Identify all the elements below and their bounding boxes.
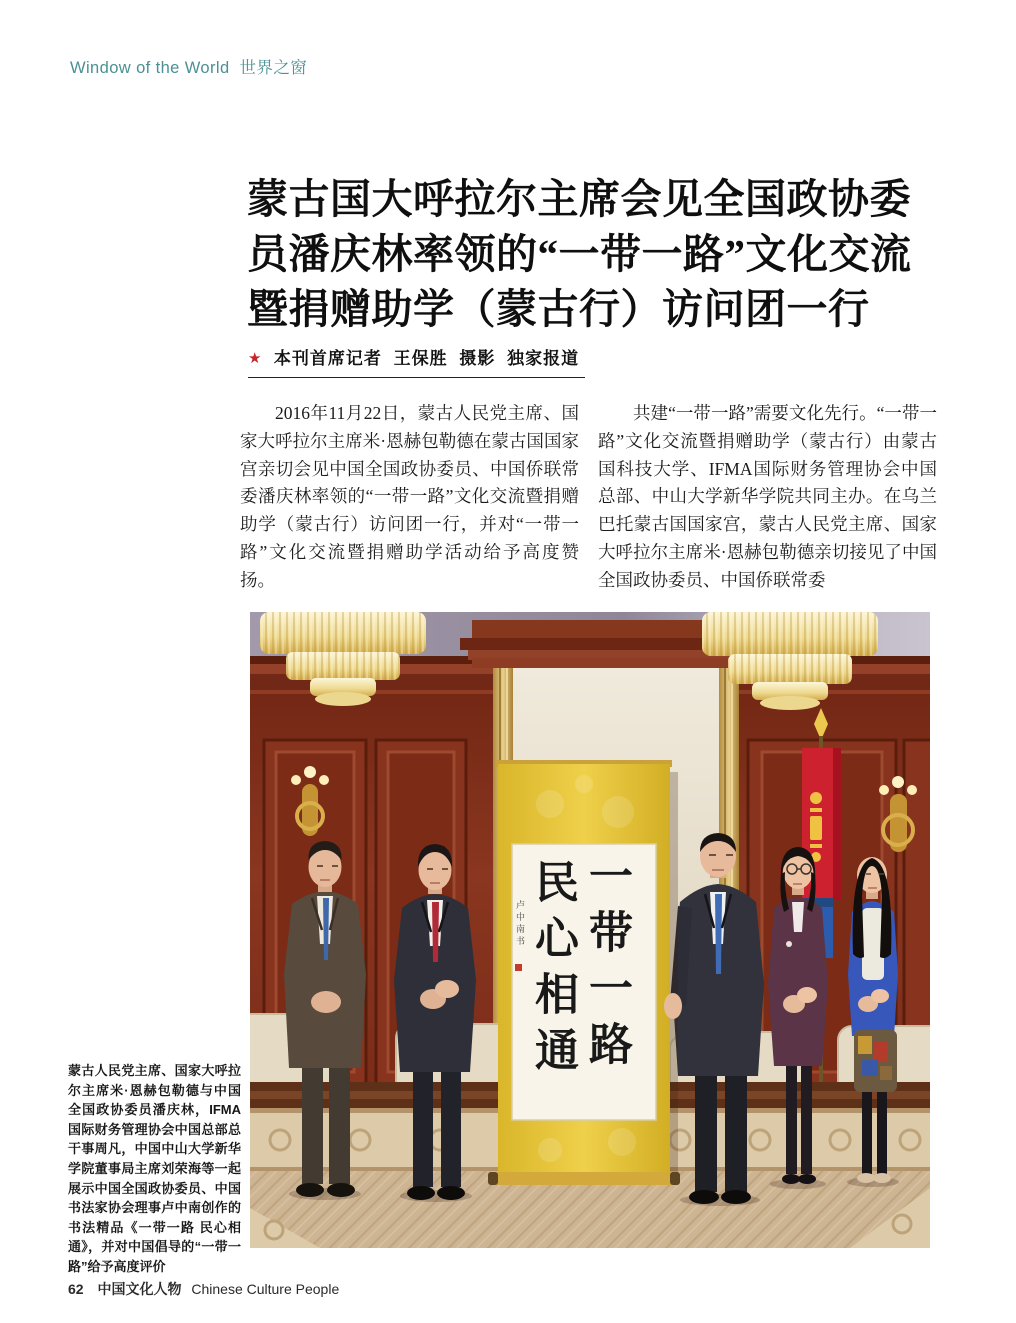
body-column-right: 共建“一带一路”需要文化先行。“一带一路”文化交流暨捐赠助学（蒙古行）由蒙古国科技大学、IFMA国际财务管理协会中国总部、中山大学新华学院共同主办。在乌兰巴托蒙古国国家宫，蒙古人民党主席、国家大呼拉尔主席米·恩赫包勒德亲切接见了中国全国政协委员、中国侨联常委	[598, 403, 937, 590]
section-header-zh: 世界之窗	[239, 59, 308, 77]
article-title-line: 蒙古国大呼拉尔主席会见全国政协委	[247, 176, 911, 222]
star-icon: ★	[248, 350, 262, 367]
section-header-en: Window of the World	[70, 59, 230, 77]
event-photo	[250, 612, 930, 1248]
page-number: 62	[68, 1281, 84, 1297]
photo-caption: 蒙古人民党主席、国家大呼拉尔主席米·恩赫包勒德与中国全国政协委员潘庆林，IFMA国际财务管理协会中国总部总干事周凡，中国中山大学新华学院董事局主席刘荣海等一起展示中国全国政协委员、中国书法家协会理事卢中南创作的书法精品《一带一路 民心相通》，并对中国倡导的“一带一路”给予高度评价	[68, 1063, 241, 1274]
section-header	[70, 54, 307, 78]
article-title	[247, 172, 937, 337]
page-footer	[68, 1279, 339, 1299]
scroll-signature: 卢中南书	[515, 900, 525, 948]
article-title-line: 员潘庆林率领的“一带一路”文化交流	[247, 231, 912, 277]
seal-stamp-icon	[515, 964, 522, 971]
scroll-calligraphy-left: 民心相通	[528, 859, 577, 1083]
holding-hand	[664, 993, 682, 1019]
magazine-name-zh: 中国文化人物	[97, 1281, 182, 1297]
byline	[248, 344, 585, 378]
scroll-calligraphy-right: 一带一路	[582, 853, 631, 1077]
article-title-line: 暨捐赠助学（蒙古行）访问团一行	[247, 286, 870, 332]
byline-text: 本刊首席记者 王保胜 摄影 独家报道	[273, 349, 580, 368]
body-column-left: 2016年11月22日，蒙古人民党主席、国家大呼拉尔主席米·恩赫包勒德在蒙古国国家宫亲切会见中国全国政协委员、中国侨联常委潘庆林率领的“一带一路”文化交流暨捐赠助学（蒙古行）访问团一行，并对“一带一路”文化交流暨捐赠助学活动给予高度赞扬。	[240, 403, 579, 590]
article-body	[240, 400, 937, 595]
magazine-name-en: Chinese Culture People	[191, 1281, 340, 1297]
